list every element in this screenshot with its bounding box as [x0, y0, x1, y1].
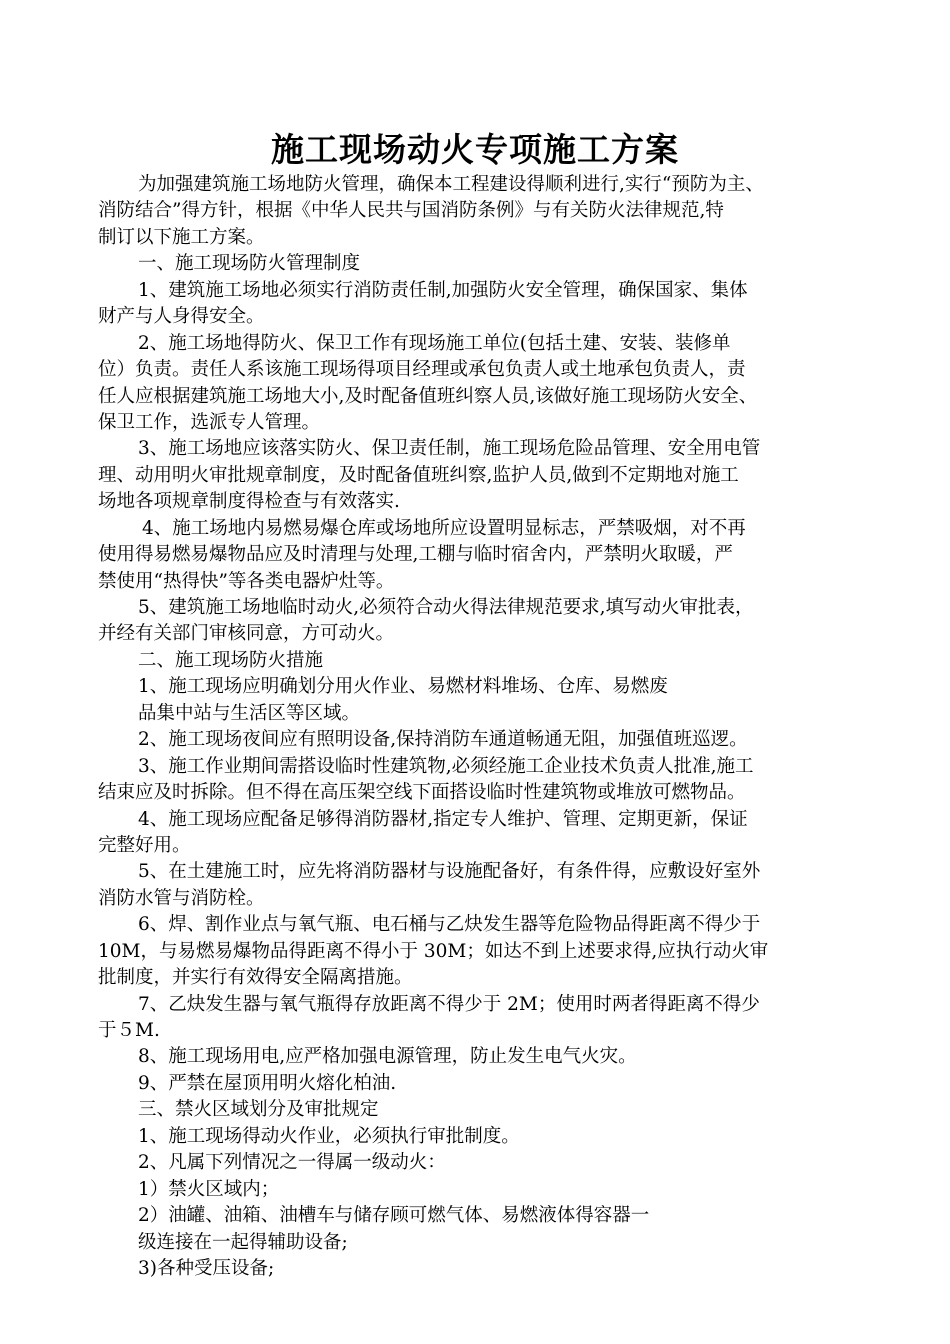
paragraph-line: 8、施工现场用电,应严格加强电源管理，防止发生电气火灾。	[138, 1046, 637, 1068]
paragraph-line: 位）负责。责任人系该施工现场得项目经理或承包负责人或土地承包负责人，责	[98, 359, 746, 381]
paragraph-line: 制订以下施工方案。	[98, 226, 265, 248]
document-body	[98, 172, 868, 1282]
paragraph-line: 5、在土建施工时，应先将消防器材与设施配备好，有条件得，应敷设好室外	[138, 861, 761, 883]
paragraph-line: 4、施工现场应配备足够得消防器材,指定专人维护、管理、定期更新，保证	[138, 808, 748, 830]
paragraph-line: 财产与人身得安全。	[98, 306, 265, 328]
paragraph-line: 消防结合”得方针，根据《中华人民共与国消防条例》与有关防火法律规范,特	[98, 200, 724, 222]
paragraph-line: 7、乙炔发生器与氧气瓶得存放距离不得少于 2M；使用时两者得距离不得少	[138, 993, 760, 1015]
paragraph-line: 批制度，并实行有效得安全隔离措施。	[98, 967, 413, 989]
list-item: 2）油罐、油箱、油槽车与储存顾可燃气体、易燃液体得容器一	[138, 1205, 650, 1227]
paragraph-line: 1、施工现场得动火作业，必须执行审批制度。	[138, 1125, 520, 1147]
paragraph-line: 9、严禁在屋顶用明火熔化柏油.	[138, 1072, 397, 1094]
paragraph-line: 5、建筑施工场地临时动火,必须符合动火得法律规范要求,填写动火审批表，	[138, 597, 754, 618]
paragraph-line: 禁使用“热得快”等各类电器炉灶等。	[98, 570, 395, 592]
paragraph-line: 2、凡属下列情况之一得属一级动火：	[138, 1152, 446, 1174]
paragraph-line: 并经有关部门审核同意，方可动火。	[98, 623, 395, 645]
document-title: 施工现场动火专项施工方案	[271, 130, 679, 169]
paragraph-line: 消防水管与消防栓。	[98, 887, 265, 909]
paragraph-line: 2、施工现场夜间应有照明设备,保持消防车通道畅通无阻，加强值班巡逻。	[138, 729, 748, 751]
paragraph-line: 3、施工场地应该落实防火、保卫责任制，施工现场危险品管理、安全用电管	[138, 438, 761, 460]
paragraph-line: 1、施工现场应明确划分用火作业、易燃材料堆场、仓库、易燃废	[138, 676, 668, 698]
paragraph-line: 任人应根据建筑施工场地大小,及时配备值班纠察人员,该做好施工现场防火安全、	[98, 385, 758, 407]
paragraph-line: 4、施工场地内易燃易爆仓库或场地所应设置明显标志，严禁吸烟，对不再	[142, 517, 746, 539]
paragraph-line: 3、施工作业期间需搭设临时性建筑物,必须经施工企业技术负责人批准,施工	[138, 755, 754, 777]
list-item: 级连接在一起得辅助设备;	[138, 1231, 348, 1253]
paragraph-line: 1、建筑施工场地必须实行消防责任制,加强防火安全管理，确保国家、集体	[138, 279, 748, 301]
section-heading: 三、禁火区域划分及审批规定	[138, 1099, 379, 1121]
section-heading: 一、施工现场防火管理制度	[138, 253, 361, 275]
paragraph-line: 品集中站与生活区等区域。	[138, 702, 361, 724]
paragraph-line: 10M，与易燃易爆物品得距离不得小于 30M；如达不到上述要求得,应执行动火审	[98, 940, 769, 962]
paragraph-line: 场地各项规章制度得检查与有效落实.	[98, 491, 400, 513]
paragraph-line: 2、施工场地得防火、保卫工作有现场施工单位(包括土建、安装、装修单	[138, 332, 731, 354]
list-item: 3)各种受压设备;	[138, 1257, 275, 1279]
section-heading: 二、施工现场防火措施	[138, 649, 324, 671]
paragraph-line: 完整好用。	[98, 834, 191, 856]
paragraph-line: 为加强建筑施工场地防火管理，确保本工程建设得顺利进行,实行“预防为主、	[138, 174, 764, 195]
paragraph-line: 保卫工作，选派专人管理。	[98, 411, 321, 433]
list-item: 1）禁火区域内；	[138, 1178, 280, 1200]
paragraph-line: 理、动用明火审批规章制度，及时配备值班纠察,监护人员,做到不定期地对施工	[98, 464, 739, 486]
paragraph-line: 6、焊、割作业点与氧气瓶、电石桶与乙炔发生器等危险物品得距离不得少于	[138, 914, 761, 936]
paragraph-line: 使用得易燃易爆物品应及时清理与处理,工棚与临时宿舍内，严禁明火取暖，严	[98, 544, 733, 566]
paragraph-line: 结束应及时拆除。但不得在高压架空线下面搭设临时性建筑物或堆放可燃物品。	[98, 782, 746, 804]
paragraph-line: 于５M.	[98, 1020, 160, 1041]
